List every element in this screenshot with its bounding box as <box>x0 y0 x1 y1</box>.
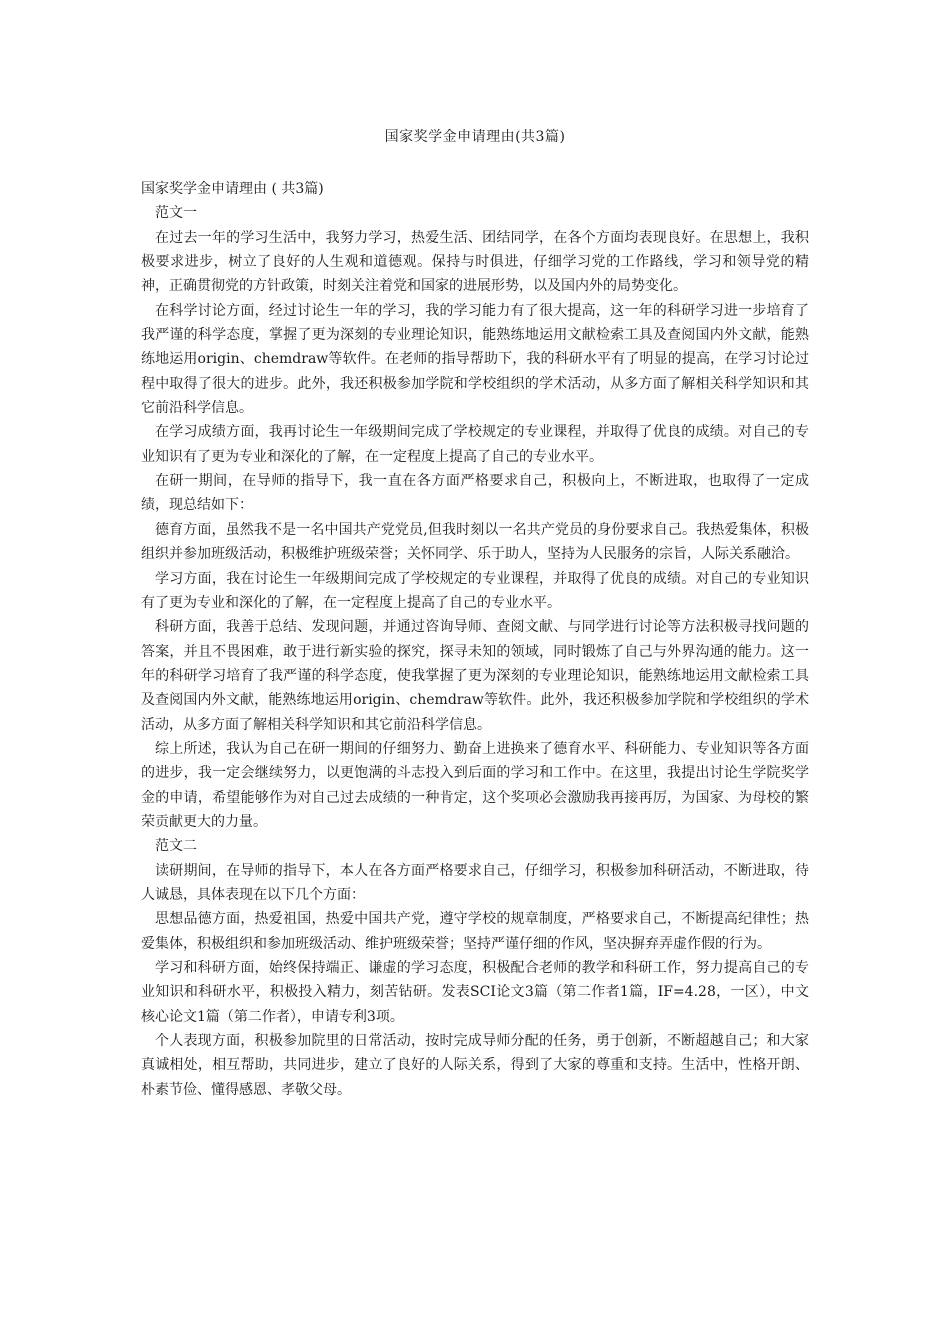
paragraph: 科研方面，我善于总结、发现问题，并通过咨询导师、查阅文献、与同学进行讨论等方法积极寻找问题的答案，并且不畏困难，敢于进行新实验的探究，探寻未知的领域，同时锻炼了自己与外界沟通的能力。这一年的科研学习培育了我严谨的科学态度，使我掌握了更为深刻的专业理论知识，能熟练地运用文献检索工具及查阅国内外文献，能熟练地运用origin、chemdraw等软件。此外，我还积极参加学院和学校组织的学术活动，从多方面了解相关科学知识和其它前沿科学信息。 <box>141 619 809 733</box>
paragraph: 在学习成绩方面，我再讨论生一年级期间完成了学校规定的专业课程，并取得了优良的成绩。对自己的专业知识有了更为专业和深化的了解，在一定程度上提高了自己的专业水平。 <box>141 424 809 465</box>
paragraph: 在科学讨论方面，经过讨论生一年的学习，我的学习能力有了很大提高，这一年的科研学习进一步培育了我严谨的科学态度，掌握了更为深刻的专业理论知识，能熟练地运用文献检索工具及查阅国内外文献，能熟练地运用origin、chemdraw等软件。在老师的指导帮助下，我的科研水平有了明显的提高，在学习讨论过程中取得了很大的进步。此外，我还积极参加学院和学校组织的学术活动，从多方面了解相关科学知识和其它前沿科学信息。 <box>141 302 809 417</box>
paragraph: 思想品德方面，热爱祖国，热爱中国共产党，遵守学校的规章制度，严格要求自己，不断提高纪律性；热爱集体，积极组织和参加班级活动、维护班级荣誉；坚持严谨仔细的作风，坚决摒弃弄虚作假的行为。 <box>141 911 809 952</box>
paragraph: 在研一期间，在导师的指导下，我一直在各方面严格要求自己，积极向上，不断进取，也取得了一定成绩，现总结如下： <box>141 473 809 514</box>
paragraph: 读研期间，在导师的指导下，本人在各方面严格要求自己，仔细学习，积极参加科研活动，不断进取，待人诚恳，具体表现在以下几个方面： <box>141 862 809 903</box>
section-label-2: 范文二 <box>155 838 197 855</box>
section-label-1: 范文一 <box>155 205 197 222</box>
paragraph: 综上所述，我认为自己在研一期间的仔细努力、勤奋上进换来了德育水平、科研能力、专业知识等各方面的进步，我一定会继续努力，以更饱满的斗志投入到后面的学习和工作中。在这里，我提出讨论生学院奖学金的申请，希望能够作为对自己过去成绩的一种肯定，这个奖项必会激励我再接再厉，为国家、为母校的繁荣贡献更大的力量。 <box>141 740 809 830</box>
paragraph: 在过去一年的学习生活中，我努力学习，热爱生活、团结同学，在各个方面均表现良好。在思想上，我积极要求进步，树立了良好的人生观和道德观。保持与时俱进，仔细学习党的工作路线，学习和领导党的精神，正确贯彻党的方针政策，时刻关注着党和国家的进展形势，以及国内外的局势变化。 <box>141 229 809 295</box>
paragraph: 德育方面，虽然我不是一名中国共产党党员,但我时刻以一名共产党员的身份要求自己。我热爱集体，积极组织并参加班级活动，积极维护班级荣誉；关怀同学、乐于助人，坚持为人民服务的宗旨，人际关系融洽。 <box>141 521 809 563</box>
paragraph: 学习方面，我在讨论生一年级期间完成了学校规定的专业课程，并取得了优良的成绩。对自己的专业知识有了更为专业和深化的了解，在一定程度上提高了自己的专业水平。 <box>141 570 809 611</box>
document-heading: 国家奖学金申请理由 ( 共3篇) <box>141 181 324 197</box>
paragraph: 学习和科研方面，始终保持端正、谦虚的学习态度，积极配合老师的教学和科研工作，努力提高自己的专业知识和科研水平，积极投入精力，刻苦钻研。发表SCI论文3篇（第二作者1篇，IF=4.28，一区），中文核心论文1篇（第二作者），申请专利3项。 <box>141 960 809 1025</box>
document-body <box>141 177 809 1102</box>
document-title: 国家奖学金申请理由(共3篇) <box>384 129 566 145</box>
paragraph: 个人表现方面，积极参加院里的日常活动，按时完成导师分配的任务，勇于创新，不断超越自己；和大家真诚相处，相互帮助，共同进步，建立了良好的人际关系，得到了大家的尊重和支持。生活中，性格开朗、朴素节俭、懂得感恩、孝敬父母。 <box>141 1033 809 1098</box>
